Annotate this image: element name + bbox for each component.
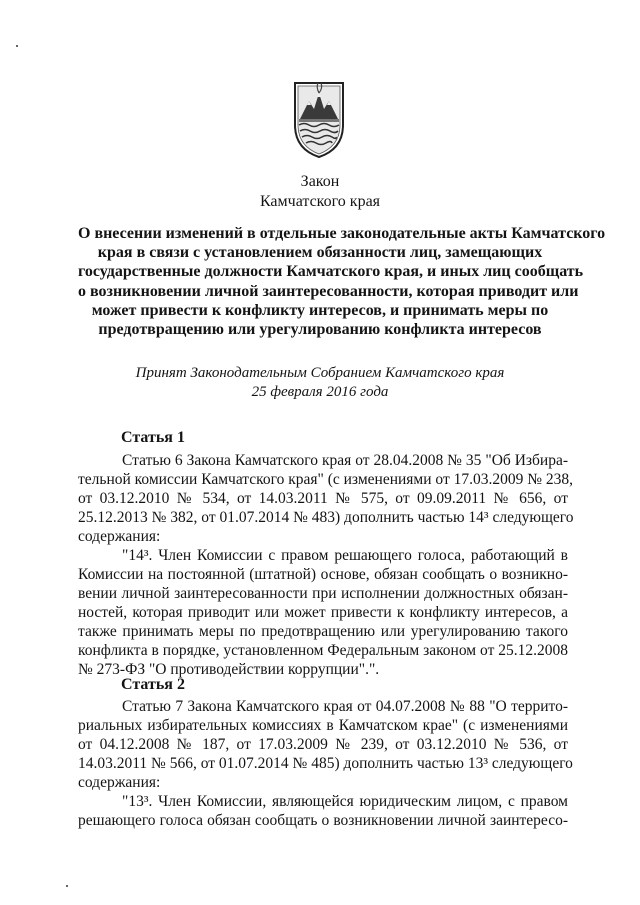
kamchatka-coat-of-arms-icon xyxy=(287,79,351,159)
text-line: "13³. Член Комиссии, являющейся юридическим лицом, с правом xyxy=(122,793,568,810)
adoption-date: 25 февраля 2016 года xyxy=(251,384,389,400)
adoption-body: Принят Законодательным Собранием Камчатского края xyxy=(135,365,505,381)
text-line: также принимать меры по предотвращению или урегулированию такого xyxy=(78,623,568,640)
text-line: Статью 7 Закона Камчатского края от 04.07.2008 № 88 "О террито- xyxy=(122,698,568,715)
text-line: содержания: xyxy=(78,774,161,791)
law-title-line: государственные должности Камчатского края, и иных лиц сообщать xyxy=(78,263,584,281)
text-line: ностей, которая приводит или может привести к конфликту интересов, а xyxy=(78,604,568,621)
text-line: от 04.12.2008 № 187, от 17.03.2009 № 239, от 03.12.2010 № 536, от xyxy=(78,736,568,753)
text-line: решающего голоса обязан сообщать о возникновении личной заинтересо- xyxy=(78,812,568,829)
text-line: конфликта в порядке, установленном Федеральным законом от 25.12.2008 xyxy=(78,642,568,659)
article-1-quote xyxy=(78,546,568,679)
law-title-line: О внесении изменений в отдельные законодательные акты Камчатского xyxy=(78,225,606,242)
text-line: риальных избирательных комиссиях в Камчатском крае" (с изменениями xyxy=(78,717,568,734)
law-title-line: предотвращению или урегулированию конфликта интересов xyxy=(98,321,542,339)
document-type: Закон xyxy=(300,173,340,190)
text-line: Статью 6 Закона Камчатского края от 28.04.2008 № 35 "Об Избира- xyxy=(122,452,568,469)
text-line: Комиссии на постоянной (штатной) основе, обязан сообщать о возникно- xyxy=(78,566,568,583)
article-1-intro xyxy=(78,451,574,546)
article-1-heading: Статья 1 xyxy=(121,429,185,446)
scan-speck xyxy=(16,45,18,47)
text-line: 25.12.2013 № 382, от 01.07.2014 № 483) дополнить частью 14³ следующего xyxy=(78,509,574,526)
text-line: вении личной заинтересованности при исполнении должностных обязан- xyxy=(78,585,568,602)
adoption-note xyxy=(60,364,580,402)
document-region: Камчатского края xyxy=(259,193,381,210)
text-line: содержания: xyxy=(78,528,161,545)
text-line: от 03.12.2010 № 534, от 14.03.2011 № 575, от 09.09.2011 № 656, от xyxy=(78,490,568,507)
text-line: "14³. Член Комиссии с правом решающего голоса, работающий в xyxy=(122,547,568,564)
article-2-intro xyxy=(78,697,573,792)
law-title-line: о возникновении личной заинтересованности, которая приводит или xyxy=(78,282,579,300)
law-title-line: может привести к конфликту интересов, и принимать меры по xyxy=(91,301,549,319)
article-2-heading: Статья 2 xyxy=(121,676,185,693)
text-line: № 273-ФЗ "О противодействии коррупции".". xyxy=(78,661,380,678)
scan-speck xyxy=(66,885,68,887)
law-title-line: края в связи с установлением обязанности лиц, замещающих xyxy=(97,244,543,262)
law-title xyxy=(78,224,606,339)
text-line: тельной комиссии Камчатского края" (с изменениями от 17.03.2009 № 238, xyxy=(78,471,574,488)
text-line: 14.03.2011 № 566, от 01.07.2014 № 485) дополнить частью 13³ следующего xyxy=(78,755,573,772)
article-2-quote xyxy=(78,792,568,830)
